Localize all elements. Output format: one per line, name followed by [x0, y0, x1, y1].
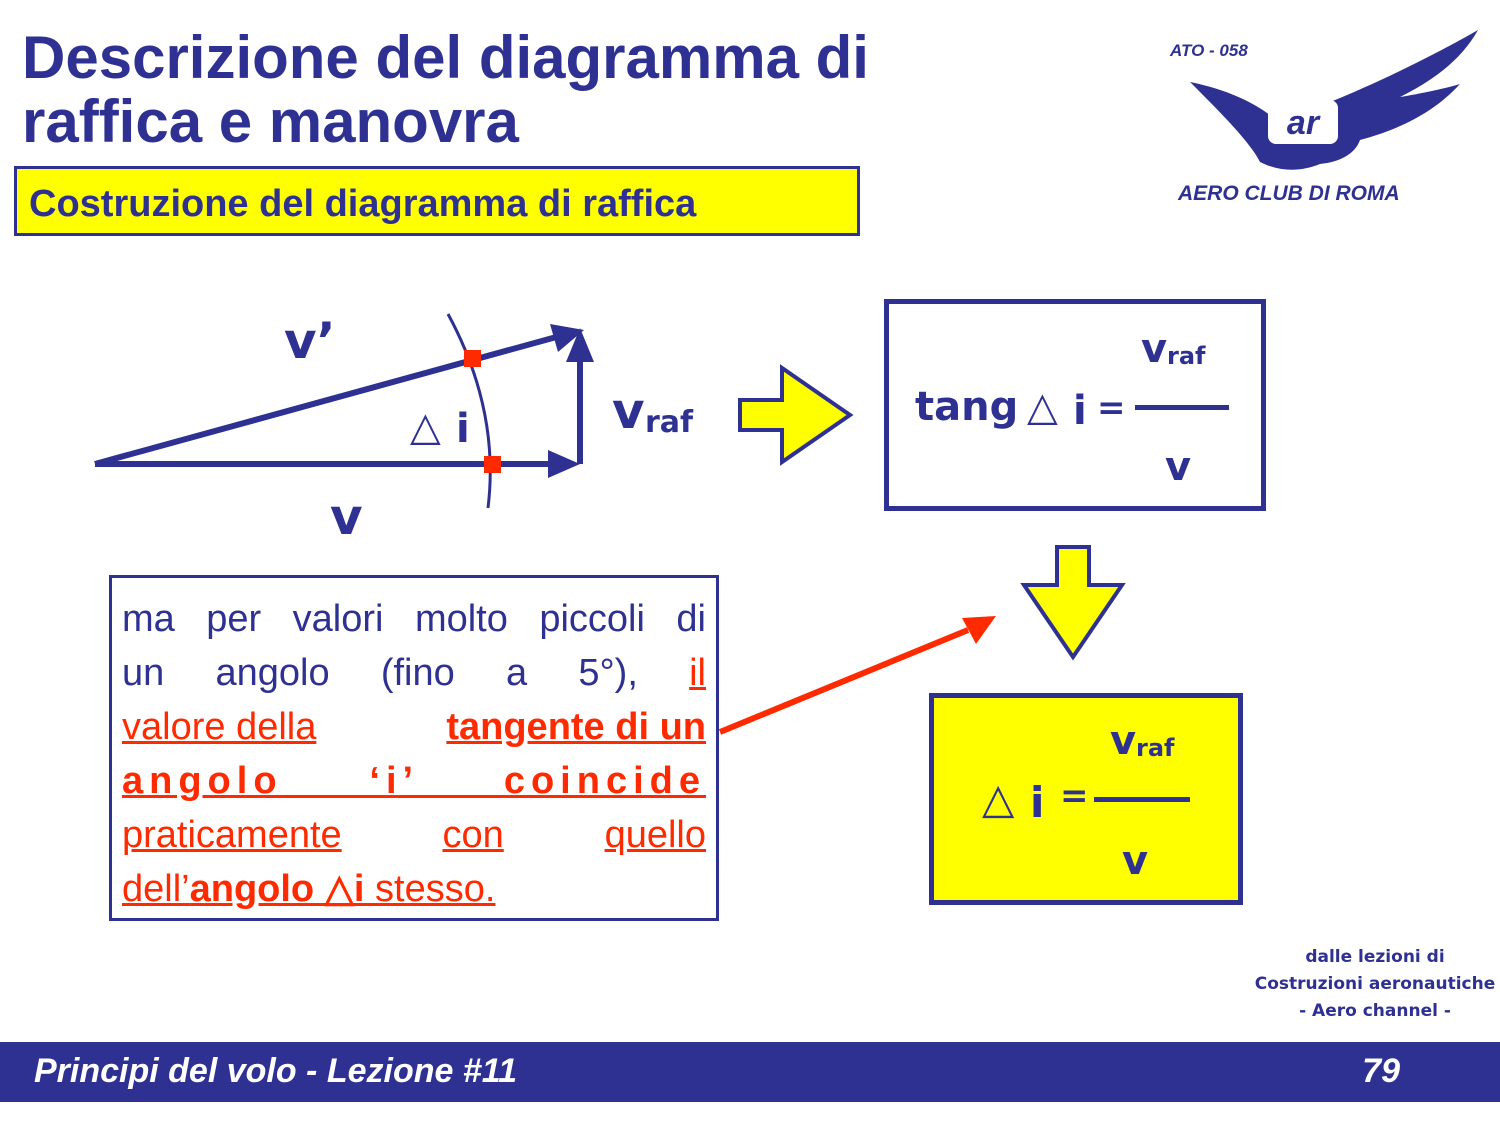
- formula2-angle-letter: i: [1030, 778, 1045, 827]
- label-v-prime: v’: [284, 312, 336, 370]
- intersection-point-upper: [464, 350, 481, 367]
- formula1-angle-letter: i: [1073, 388, 1087, 434]
- formula1-fraction-bar: [1135, 405, 1229, 410]
- aero-club-logo: [1160, 22, 1490, 212]
- logo-code: ATO - 058: [1170, 41, 1248, 60]
- credits-line-1: dalle lezioni di: [1305, 947, 1445, 967]
- explanation-line-1: ma per valori molto piccoli di: [122, 598, 706, 640]
- credits-line-2: Costruzioni aeronautiche: [1254, 974, 1496, 994]
- formula1-angle-symbol: △: [1027, 384, 1058, 430]
- label-v: v: [330, 488, 363, 546]
- angle-symbol: △: [410, 404, 441, 450]
- formula2-angle-symbol: △: [982, 774, 1015, 823]
- explanation-box: [109, 575, 719, 921]
- explanation-line-2: un angolo (fino a 5°), il: [122, 652, 706, 694]
- page-number: 79: [1362, 1052, 1400, 1090]
- subtitle-box: [14, 166, 860, 236]
- formula2-denominator: v: [1122, 838, 1149, 884]
- footer-course-title: Principi del volo - Lezione #11: [34, 1052, 518, 1090]
- right-arrow-icon: [736, 360, 856, 470]
- subtitle-text: Costruzione del diagramma di raffica: [29, 183, 697, 225]
- formula1-numerator-main: v: [1141, 326, 1168, 372]
- label-vraf-sub: raf: [645, 405, 694, 440]
- formula1-denominator: v: [1165, 444, 1192, 490]
- formula1-equals: =: [1097, 388, 1126, 428]
- explanation-line-5: praticamente con quello: [122, 814, 706, 856]
- explanation-line-4: angolo ‘i’ coincide: [122, 760, 706, 802]
- formula1-numerator-sub: raf: [1167, 342, 1206, 370]
- angle-letter: i: [456, 406, 470, 452]
- credits-line-3: - Aero channel -: [1299, 1001, 1451, 1021]
- tangent-formula-box: [884, 299, 1266, 511]
- down-arrow-icon: [1020, 543, 1130, 663]
- formula2-equals: =: [1060, 776, 1089, 816]
- vector-triangle-diagram: [80, 300, 720, 550]
- logo-name: AERO CLUB DI ROMA: [1178, 182, 1400, 205]
- label-vraf-main: v: [612, 382, 645, 440]
- explanation-line-6: dell’ angolo △i stesso.: [122, 868, 496, 910]
- credits: [1240, 944, 1500, 1025]
- slide-title: Descrizione del diagramma di raffica e manovra: [22, 24, 869, 155]
- formula1-prefix: tang: [915, 384, 1019, 430]
- explanation-line-3: valore della tangente di un: [122, 706, 706, 748]
- logo-monogram: ar: [1286, 104, 1320, 142]
- intersection-point-lower: [484, 456, 501, 473]
- formula2-fraction-bar: [1094, 797, 1190, 802]
- red-pointer-arrow: [700, 600, 1010, 750]
- formula2-numerator-sub: raf: [1136, 734, 1175, 762]
- vector-v-arrowhead: [548, 450, 580, 478]
- formula2-numerator-main: v: [1110, 718, 1137, 764]
